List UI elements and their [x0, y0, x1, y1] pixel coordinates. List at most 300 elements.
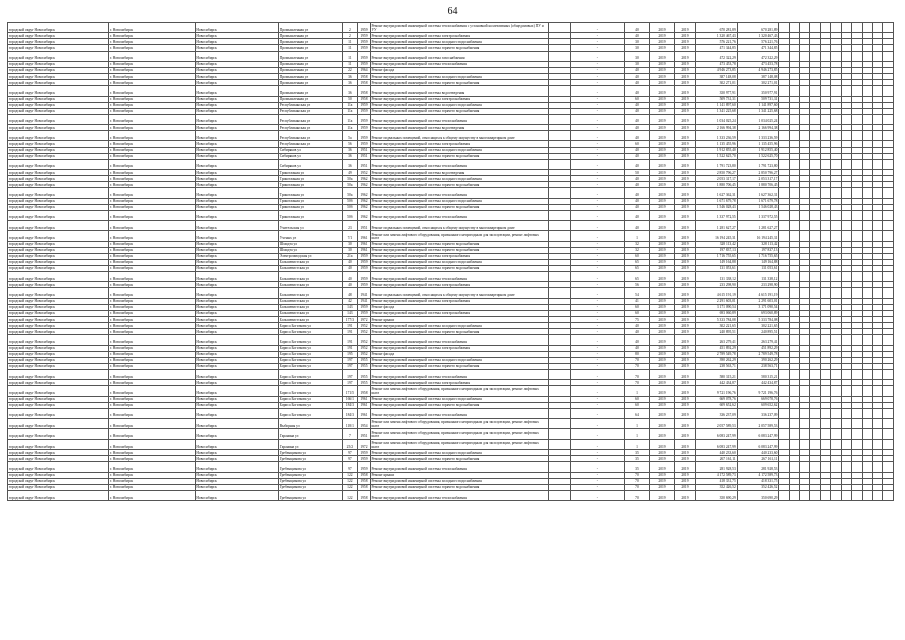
empty-cell [779, 335, 789, 345]
wear-cell: 40 [624, 182, 649, 188]
settlement-cell: Новосибирск [195, 86, 278, 96]
wear-cell: 40 [624, 86, 649, 96]
city-cell: г. Новосибирск [109, 210, 196, 220]
build-year-cell: 1955 [358, 357, 371, 363]
plan-to-cell: 2019 [675, 188, 696, 198]
street-cell: Большевистская ул [278, 317, 342, 323]
empty-cell [852, 429, 862, 439]
plan-from-cell: 2019 [649, 33, 674, 39]
city-cell: г. Новосибирск [109, 153, 196, 159]
wear-cell: 54 [624, 288, 649, 298]
empty-cell [883, 114, 894, 124]
empty-cell [831, 408, 841, 418]
cost-total-cell: 1 546 028,43 [737, 204, 779, 210]
dash-cell: - [570, 402, 624, 408]
cost-cell: 328 113,42 [695, 241, 737, 247]
house-cell: 195 [342, 351, 358, 357]
work-type-cell: Ремонт внутридомовой инженерной системы холодного водоснабжения [370, 176, 548, 182]
empty-cell [883, 210, 894, 220]
settlement-cell: Новосибирск [195, 369, 278, 379]
work-type-cell: Ремонт внутридомовой инженерной системы электроснабжения [370, 380, 548, 386]
wear-cell: 75 [624, 317, 649, 323]
settlement-cell: Новосибирск [195, 450, 278, 456]
plan-from-cell: 2019 [649, 419, 674, 429]
cost-total-cell: 1 522 625,70 [737, 153, 779, 159]
city-cell: г. Новосибирск [109, 39, 196, 45]
empty-cell [831, 439, 841, 449]
build-year-cell: 1959 [358, 108, 371, 114]
dash-cell: - [570, 23, 624, 33]
plan-to-cell: 2019 [675, 386, 696, 396]
plan-to-cell: 2019 [675, 247, 696, 253]
street-cell: Республиканская ул [278, 131, 342, 141]
municipality-cell: городской округ Новосибирск [8, 429, 109, 439]
empty-cell [841, 439, 851, 449]
dash-cell: - [570, 345, 624, 351]
cost-total-cell: 580 315,21 [737, 369, 779, 379]
empty-cell [873, 231, 883, 241]
empty-cell [862, 462, 872, 472]
wear-cell: 40 [624, 329, 649, 335]
work-type-cell: Ремонт внутридомовой инженерной системы горячего водоснабжения [370, 45, 548, 51]
empty-cell [820, 462, 830, 472]
empty-cell [810, 369, 820, 379]
municipality-cell: городской округ Новосибирск [8, 204, 109, 210]
wear-cell: 70 [624, 380, 649, 386]
house-cell: 191 [342, 335, 358, 345]
street-cell: Трикотажная ул [278, 188, 342, 198]
municipality-cell: городской округ Новосибирск [8, 450, 109, 456]
street-cell: Трикотажная ул [278, 198, 342, 204]
street-cell: Гаранина ул [278, 439, 342, 449]
cost-cell: 669 078,76 [695, 396, 737, 402]
dash-cell: - [570, 80, 624, 86]
empty-cell [779, 86, 789, 96]
municipality-cell: городской округ Новосибирск [8, 86, 109, 96]
dash-cell: - [570, 45, 624, 51]
cost-cell: 352 426,52 [695, 484, 737, 490]
cost-cell: 1 791 723,80 [695, 159, 737, 169]
cost-cell: 1 034 025,24 [695, 114, 737, 124]
street-cell: Бориса Богаткова ул [278, 380, 342, 386]
settlement-cell: Новосибирск [195, 419, 278, 429]
municipality-cell: городской округ Новосибирск [8, 247, 109, 253]
house-cell: 122 [342, 478, 358, 484]
city-cell: г. Новосибирск [109, 86, 196, 96]
plan-from-cell: 2019 [649, 67, 674, 73]
empty-cell [852, 335, 862, 345]
municipality-cell: городской округ Новосибирск [8, 462, 109, 472]
dash-cell: - [570, 419, 624, 429]
cost-total-cell: 131 053,61 [737, 265, 779, 271]
wear-cell: 70 [624, 357, 649, 363]
empty-cell [548, 159, 570, 169]
table-row [8, 86, 894, 96]
work-type-cell: Ремонт внутридомовой инженерной системы электроснабжения [370, 253, 548, 259]
build-year-cell: 1959 [358, 33, 371, 39]
empty-cell [831, 51, 841, 61]
build-year-cell: 1959 [358, 23, 371, 33]
city-cell: г. Новосибирск [109, 345, 196, 351]
dash-cell: - [570, 369, 624, 379]
build-year-cell: 1959 [358, 102, 371, 108]
work-type-cell: Ремонт или замена лифтового оборудования, признанного непригодным для эксплуатации, ремонт лифтовых шахт [370, 429, 548, 439]
city-cell: г. Новосибирск [109, 484, 196, 490]
plan-to-cell: 2019 [675, 298, 696, 304]
house-cell: 36 [342, 86, 358, 96]
empty-cell [852, 210, 862, 220]
settlement-cell: Новосибирск [195, 272, 278, 282]
house-cell: 21а [342, 253, 358, 259]
empty-cell [789, 288, 799, 298]
cost-cell: 509 731,31 [695, 96, 737, 102]
municipality-cell: городской округ Новосибирск [8, 141, 109, 147]
plan-to-cell: 2019 [675, 80, 696, 86]
city-cell: г. Новосибирск [109, 241, 196, 247]
work-type-cell: Ремонт внутридомовой инженерной системы горячего водоснабжения [370, 80, 548, 86]
city-cell: г. Новосибирск [109, 96, 196, 102]
work-type-cell: Ремонт внутридомовой инженерной системы теплоснабжения [370, 369, 548, 379]
dash-cell: - [570, 39, 624, 45]
city-cell: г. Новосибирск [109, 472, 196, 478]
empty-cell [789, 386, 799, 396]
plan-to-cell: 2019 [675, 210, 696, 220]
municipality-cell: городской округ Новосибирск [8, 478, 109, 484]
empty-cell [789, 439, 799, 449]
dash-cell: - [570, 61, 624, 67]
plan-to-cell: 2019 [675, 345, 696, 351]
build-year-cell: 1955 [358, 363, 371, 369]
plan-to-cell: 2019 [675, 159, 696, 169]
empty-cell [831, 159, 841, 169]
street-cell: Бориса Богаткова ул [278, 357, 342, 363]
cost-total-cell: 2 053 317,17 [737, 176, 779, 182]
table-row [8, 408, 894, 418]
cost-total-cell: 197 837,13 [737, 247, 779, 253]
work-type-cell: Ремонт фасада [370, 351, 548, 357]
cost-cell: 390 262,29 [695, 357, 737, 363]
empty-cell [852, 288, 862, 298]
empty-cell [548, 272, 570, 282]
empty-cell [810, 490, 820, 500]
plan-to-cell: 2019 [675, 74, 696, 80]
work-type-cell: Ремонт внутридомовой инженерной системы теплоснабжения [370, 335, 548, 345]
wear-cell: 40 [624, 131, 649, 141]
empty-cell [862, 429, 872, 439]
wear-cell: 40 [624, 80, 649, 86]
wear-cell: 1 [624, 386, 649, 396]
empty-cell [810, 188, 820, 198]
plan-to-cell: 2019 [675, 380, 696, 386]
wear-cell: 70 [624, 363, 649, 369]
cost-cell: 3 171 090,54 [695, 304, 737, 310]
plan-from-cell: 2019 [649, 317, 674, 323]
wear-cell: 56 [624, 282, 649, 288]
empty-cell [810, 221, 820, 231]
empty-cell [862, 490, 872, 500]
plan-from-cell: 2019 [649, 462, 674, 472]
wear-cell: 32 [624, 247, 649, 253]
empty-cell [841, 288, 851, 298]
house-cell: 2 [342, 33, 358, 39]
house-cell: 36 [342, 159, 358, 169]
cost-cell: 1 333 236,59 [695, 131, 737, 141]
empty-cell [852, 114, 862, 124]
street-cell: Большевистская ул [278, 259, 342, 265]
empty-cell [883, 23, 894, 33]
table-row [8, 114, 894, 124]
empty-cell [873, 335, 883, 345]
plan-to-cell: 2019 [675, 45, 696, 51]
empty-cell [800, 159, 810, 169]
dash-cell: - [570, 141, 624, 147]
plan-from-cell: 2019 [649, 450, 674, 456]
wear-cell: 35 [624, 450, 649, 456]
street-cell: Промышленная ул [278, 45, 342, 51]
street-cell: Бориса Богаткова ул [278, 408, 342, 418]
municipality-cell: городской округ Новосибирск [8, 396, 109, 402]
street-cell: Бориса Богаткова ул [278, 402, 342, 408]
house-cell: 30 [342, 241, 358, 247]
settlement-cell: Новосибирск [195, 61, 278, 67]
settlement-cell: Новосибирск [195, 204, 278, 210]
empty-cell [820, 51, 830, 61]
empty-cell [800, 439, 810, 449]
empty-cell [800, 490, 810, 500]
dash-cell: - [570, 67, 624, 73]
empty-cell [841, 335, 851, 345]
capital-repair-table-sheet [7, 22, 894, 501]
municipality-cell: городской округ Новосибирск [8, 241, 109, 247]
plan-to-cell: 2019 [675, 396, 696, 402]
settlement-cell: Новосибирск [195, 170, 278, 176]
plan-to-cell: 2019 [675, 176, 696, 182]
cost-cell: 4 172 589,73 [695, 472, 737, 478]
empty-cell [548, 210, 570, 220]
build-year-cell: 1962 [358, 176, 371, 182]
settlement-cell: Новосибирск [195, 472, 278, 478]
empty-cell [789, 462, 799, 472]
work-type-cell: Ремонт внутридомовой инженерной системы горячего водоснабжения [370, 402, 548, 408]
dash-cell: - [570, 317, 624, 323]
dash-cell: - [570, 357, 624, 363]
dash-cell: - [570, 74, 624, 80]
build-year-cell: 1959 [358, 51, 371, 61]
municipality-cell: городской округ Новосибирск [8, 472, 109, 478]
house-cell: 97 [342, 456, 358, 462]
empty-cell [779, 51, 789, 61]
municipality-cell: городской округ Новосибирск [8, 259, 109, 265]
settlement-cell: Новосибирск [195, 23, 278, 33]
empty-cell [789, 221, 799, 231]
empty-cell [883, 159, 894, 169]
municipality-cell: городской округ Новосибирск [8, 335, 109, 345]
street-cell: Промышленная ул [278, 51, 342, 61]
cost-cell: 1 627 362,31 [695, 188, 737, 198]
empty-cell [862, 335, 872, 345]
table-row [8, 386, 894, 396]
cost-total-cell: 131 338,12 [737, 272, 779, 282]
cost-total-cell: 302 221,65 [737, 323, 779, 329]
plan-from-cell: 2019 [649, 484, 674, 490]
municipality-cell: городской округ Новосибирск [8, 23, 109, 33]
plan-from-cell: 2019 [649, 310, 674, 316]
dash-cell: - [570, 102, 624, 108]
empty-cell [800, 386, 810, 396]
dash-cell: - [570, 231, 624, 241]
empty-cell [883, 86, 894, 96]
empty-cell [841, 462, 851, 472]
cost-total-cell: 1 135 455,96 [737, 141, 779, 147]
street-cell: Электрозаводская ул [278, 253, 342, 259]
settlement-cell: Новосибирск [195, 265, 278, 271]
municipality-cell: городской округ Новосибирск [8, 39, 109, 45]
city-cell: г. Новосибирск [109, 329, 196, 335]
cost-total-cell: 1 671 679,78 [737, 198, 779, 204]
plan-from-cell: 2019 [649, 386, 674, 396]
street-cell: Сибиряков ул [278, 147, 342, 153]
plan-to-cell: 2019 [675, 102, 696, 108]
street-cell: Промышленная ул [278, 39, 342, 45]
dash-cell: - [570, 176, 624, 182]
empty-cell [810, 114, 820, 124]
empty-cell [831, 462, 841, 472]
plan-from-cell: 2019 [649, 369, 674, 379]
city-cell: г. Новосибирск [109, 478, 196, 484]
dash-cell: - [570, 282, 624, 288]
plan-from-cell: 2019 [649, 147, 674, 153]
street-cell: Большевистская ул [278, 272, 342, 282]
city-cell: г. Новосибирск [109, 114, 196, 124]
empty-cell [873, 188, 883, 198]
dash-cell: - [570, 472, 624, 478]
empty-cell [841, 408, 851, 418]
house-cell: 36 [342, 147, 358, 153]
build-year-cell: 1958 [358, 472, 371, 478]
plan-to-cell: 2019 [675, 131, 696, 141]
empty-cell [789, 490, 799, 500]
empty-cell [820, 408, 830, 418]
empty-cell [789, 86, 799, 96]
work-type-cell: Ремонт внутридомовой инженерной системы горячего водоснабжения [370, 456, 548, 462]
empty-cell [779, 386, 789, 396]
settlement-cell: Новосибирск [195, 408, 278, 418]
municipality-cell: городской округ Новосибирск [8, 265, 109, 271]
municipality-cell: городской округ Новосибирск [8, 153, 109, 159]
wear-cell: 64 [624, 408, 649, 418]
empty-cell [789, 231, 799, 241]
plan-from-cell: 2019 [649, 396, 674, 402]
city-cell: г. Новосибирск [109, 304, 196, 310]
empty-cell [831, 288, 841, 298]
table-row [8, 210, 894, 220]
build-year-cell: 1962 [358, 198, 371, 204]
plan-to-cell: 2019 [675, 231, 696, 241]
cost-total-cell: 670 281,89 [737, 23, 779, 33]
municipality-cell: городской округ Новосибирск [8, 490, 109, 500]
empty-cell [841, 490, 851, 500]
empty-cell [820, 369, 830, 379]
street-cell: Республиканская ул [278, 114, 342, 124]
work-type-cell: Ремонт крыши [370, 472, 548, 478]
empty-cell [883, 429, 894, 439]
settlement-cell: Новосибирск [195, 221, 278, 231]
street-cell: Трикотажная ул [278, 204, 342, 210]
empty-cell [841, 419, 851, 429]
empty-cell [873, 429, 883, 439]
city-cell: г. Новосибирск [109, 131, 196, 141]
street-cell: Сибиряков ул [278, 159, 342, 169]
empty-cell [820, 231, 830, 241]
empty-cell [883, 188, 894, 198]
cost-total-cell: 4 172 589,73 [737, 472, 779, 478]
city-cell: г. Новосибирск [109, 351, 196, 357]
wear-cell: 30 [624, 51, 649, 61]
street-cell: Республиканская ул [278, 108, 342, 114]
work-type-cell: Ремонт внутридомовой инженерной системы водоотведения [370, 125, 548, 131]
empty-cell [779, 231, 789, 241]
cost-cell: 1 341 225,68 [695, 108, 737, 114]
street-cell: Ученых ул [278, 231, 342, 241]
dash-cell: - [570, 33, 624, 39]
cost-cell: 1 671 679,78 [695, 198, 737, 204]
build-year-cell: 1961 [358, 231, 371, 241]
cost-cell: 1 320 467,43 [695, 33, 737, 39]
settlement-cell: Новосибирск [195, 259, 278, 265]
wear-cell: 65 [624, 272, 649, 282]
plan-to-cell: 2019 [675, 408, 696, 418]
municipality-cell: городской округ Новосибирск [8, 221, 109, 231]
cost-total-cell: 6 083 247,99 [737, 439, 779, 449]
city-cell: г. Новосибирск [109, 450, 196, 456]
settlement-cell: Новосибирск [195, 380, 278, 386]
empty-cell [779, 23, 789, 33]
plan-from-cell: 2019 [649, 351, 674, 357]
plan-from-cell: 2019 [649, 272, 674, 282]
plan-to-cell: 2019 [675, 282, 696, 288]
dash-cell: - [570, 310, 624, 316]
cost-total-cell: 1 880 706,45 [737, 182, 779, 188]
empty-cell [831, 221, 841, 231]
cost-total-cell: 9 721 196,76 [737, 386, 779, 396]
work-type-cell: Ремонт внутридомовой инженерной системы холодного водоснабжения [370, 357, 548, 363]
plan-to-cell: 2019 [675, 96, 696, 102]
dash-cell: - [570, 108, 624, 114]
work-type-cell: Ремонт подвальных помещений, относящихся к общему имуществу в многоквартирном доме [370, 131, 548, 141]
empty-cell [873, 23, 883, 33]
build-year-cell: 1961 [358, 402, 371, 408]
work-type-cell: Ремонт или замена лифтового оборудования, признанного непригодным для эксплуатации, ремонт лифтовых шахт [370, 439, 548, 449]
empty-cell [873, 490, 883, 500]
build-year-cell: 1951 [358, 147, 371, 153]
plan-to-cell: 2019 [675, 33, 696, 39]
build-year-cell: 1959 [358, 253, 371, 259]
work-type-cell: Ремонт фасада [370, 67, 548, 73]
house-cell: 48 [342, 288, 358, 298]
empty-cell [862, 369, 872, 379]
wear-cell: 70 [624, 484, 649, 490]
settlement-cell: Новосибирск [195, 147, 278, 153]
house-cell: 11 [342, 61, 358, 67]
city-cell: г. Новосибирск [109, 265, 196, 271]
empty-cell [852, 159, 862, 169]
empty-cell [873, 159, 883, 169]
work-type-cell: Ремонт или замена лифтового оборудования, признанного непригодным для эксплуатации, ремонт лифтовых шахт [370, 386, 548, 396]
house-cell: 197 [342, 380, 358, 386]
wear-cell: 80 [624, 351, 649, 357]
cost-cell: 233 298,90 [695, 282, 737, 288]
empty-cell [852, 386, 862, 396]
